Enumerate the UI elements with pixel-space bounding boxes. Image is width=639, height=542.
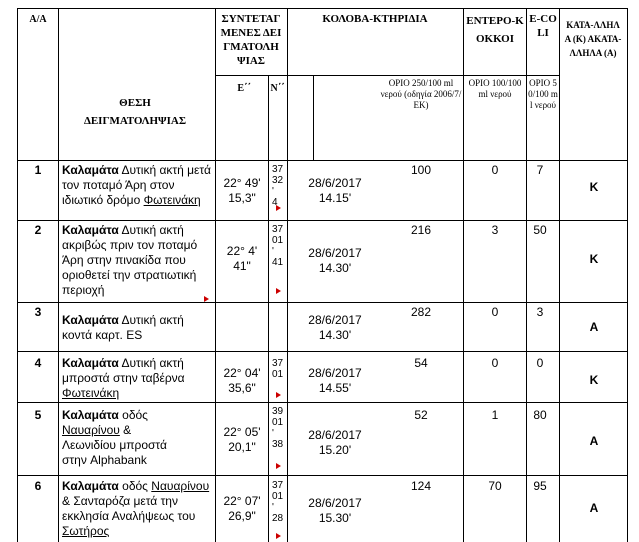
row-number: 1 — [34, 163, 42, 177]
row-number: 5 — [34, 408, 42, 422]
column-divider — [313, 75, 314, 160]
sampling-datetime: 28/6/2017 15.30' — [308, 496, 362, 525]
north-coordinate: 37 01 — [272, 358, 284, 380]
column-divider — [58, 8, 59, 542]
column-divider — [526, 8, 527, 542]
north-coordinate: 37 32 ' 4 — [272, 164, 284, 208]
coliforms-value: 282 — [410, 305, 432, 319]
suitability-result: Κ — [589, 180, 599, 194]
east-coordinate: 22° 04' 35,6" — [223, 366, 261, 395]
place-name: Καλαμάτα — [62, 408, 119, 422]
coliforms-value: 124 — [410, 479, 432, 493]
ecoli-value: 7 — [536, 163, 544, 177]
row-number: 2 — [34, 223, 42, 237]
header-coords-n: Ν΄΄ — [270, 83, 285, 94]
enterococci-value: 70 — [488, 479, 502, 493]
header-ecoli-limit: ΟΡΙΟ 50/100 ml νερού — [528, 78, 558, 110]
place-description: Δυτική ακτή μετά τον ποταμό Άρη στον ιδιωτικό δρόμο Φωτεινάκη — [62, 163, 211, 207]
header-coliforms-limit: ΟΡΙΟ 250/100 ml νερού (οδηγία 2006/7/ΕΚ) — [380, 78, 462, 110]
coliforms-value: 54 — [414, 356, 428, 370]
coliforms-value: 100 — [410, 163, 432, 177]
row-number: 4 — [34, 356, 42, 370]
header-coliforms: ΚΟΛΟΒΑ-ΚΤΗΡΙΔΙΑ — [322, 13, 428, 25]
suitability-result: Α — [589, 434, 599, 448]
row-divider — [17, 475, 627, 476]
coliforms-value: 216 — [410, 223, 432, 237]
comment-marker-icon — [204, 296, 209, 302]
ecoli-value: 3 — [536, 305, 544, 319]
header-divider — [215, 75, 559, 76]
enterococci-value: 1 — [491, 408, 499, 422]
sampling-datetime: 28/6/2017 14.15' — [308, 176, 362, 205]
header-bottom — [17, 160, 627, 161]
suitability-result: Κ — [589, 373, 599, 387]
suitability-result: Α — [589, 501, 599, 515]
enterococci-value: 0 — [491, 356, 499, 370]
header-suitability: ΚΑΤΑ-ΛΛΗΛΑ (Κ) ΑΚΑΤΑ-ΛΛΗΛΑ (Α) — [564, 20, 622, 58]
north-coordinate: 37 01 ' 28 — [272, 480, 284, 524]
column-divider — [268, 75, 269, 542]
header-ecoli: E-COLI — [529, 13, 557, 39]
north-coordinate: 37 01 ' 41 — [272, 224, 284, 268]
row-location — [62, 163, 214, 208]
place-description: οδός Ναυαρίνου & Σανταρόζα μετά την εκκλησία Αναλήψεως του Σωτήρος — [62, 479, 210, 538]
comment-marker-icon — [276, 463, 281, 469]
ecoli-value: 0 — [536, 356, 544, 370]
header-position: ΘΕΣΗ ΔΕΙΓΜΑΤΟΛΗΨΙΑΣ — [83, 97, 187, 127]
comment-marker-icon — [276, 392, 281, 398]
header-entero-limit: ΟΡΙΟ 100/100 ml νερού — [468, 78, 522, 99]
table-border-left — [17, 8, 18, 542]
sampling-datetime: 28/6/2017 14.30' — [308, 246, 362, 275]
row-number: 6 — [34, 479, 42, 493]
place-name: Καλαμάτα — [62, 356, 119, 370]
place-name: Καλαμάτα — [62, 223, 119, 237]
coliforms-value: 52 — [414, 408, 428, 422]
suitability-result: Α — [589, 320, 599, 334]
row-divider — [17, 302, 627, 303]
row-location — [62, 313, 212, 343]
place-description: Δυτική ακτή κοντά καρτ. ES — [62, 313, 184, 342]
column-divider — [215, 8, 216, 542]
ecoli-value: 50 — [533, 223, 547, 237]
sampling-datetime: 28/6/2017 14.30' — [308, 313, 362, 342]
enterococci-value: 0 — [491, 163, 499, 177]
header-coordinates: ΣΥΝΤΕΤΑΓΜΕΝΕΣ ΔΕΙΓΜΑΤΟΛΗΨΙΑΣ — [220, 13, 282, 67]
ecoli-value: 95 — [533, 479, 547, 493]
suitability-result: Κ — [589, 252, 599, 266]
row-divider — [17, 220, 627, 221]
row-location — [62, 408, 186, 468]
place-description: Δυτική ακτή μπροστά στην ταβέρνα Φωτεινάκη — [62, 356, 185, 400]
column-divider — [559, 8, 560, 542]
place-name: Καλαμάτα — [62, 313, 119, 327]
sampling-datetime: 28/6/2017 15.20' — [308, 428, 362, 457]
place-description: οδός Ναυαρίνου & Λεωνιδίου μπροστά στην Alphabank — [62, 408, 167, 467]
ecoli-value: 80 — [533, 408, 547, 422]
comment-marker-icon — [276, 288, 281, 294]
north-coordinate: 39 01 ' 38 — [272, 406, 284, 450]
place-name: Καλαμάτα — [62, 163, 119, 177]
header-coords-e: Ε΄΄ — [237, 83, 251, 94]
header-enterococci: ΕΝΤΕΡΟ-ΚΟΚΚΟΙ — [466, 15, 524, 45]
row-divider — [17, 402, 627, 403]
comment-marker-icon — [276, 205, 281, 211]
place-name: Καλαμάτα — [62, 479, 119, 493]
enterococci-value: 3 — [491, 223, 499, 237]
east-coordinate: 22° 07' 26,9" — [223, 494, 261, 523]
sampling-datetime: 28/6/2017 14.55' — [308, 366, 362, 395]
table-border-right — [627, 8, 628, 542]
east-coordinate: 22° 49' 15,3" — [223, 176, 261, 205]
row-location — [62, 223, 214, 298]
east-coordinate: 22° 05' 20,1" — [223, 425, 261, 454]
row-location — [62, 356, 214, 401]
place-description: Δυτική ακτή ακριβώς πριν τον ποταμό Άρη στην πινακίδα που οριοθετεί την στρατιωτική περιοχή — [62, 223, 198, 297]
east-coordinate: 22° 4' 41" — [226, 244, 258, 273]
row-location — [62, 479, 214, 539]
column-divider — [463, 8, 464, 542]
row-number: 3 — [34, 305, 42, 319]
table-border-top — [17, 8, 627, 9]
column-divider — [287, 8, 288, 542]
row-divider — [17, 351, 627, 352]
header-aa: Α/Α — [29, 14, 47, 25]
enterococci-value: 0 — [491, 305, 499, 319]
comment-marker-icon — [276, 533, 281, 539]
